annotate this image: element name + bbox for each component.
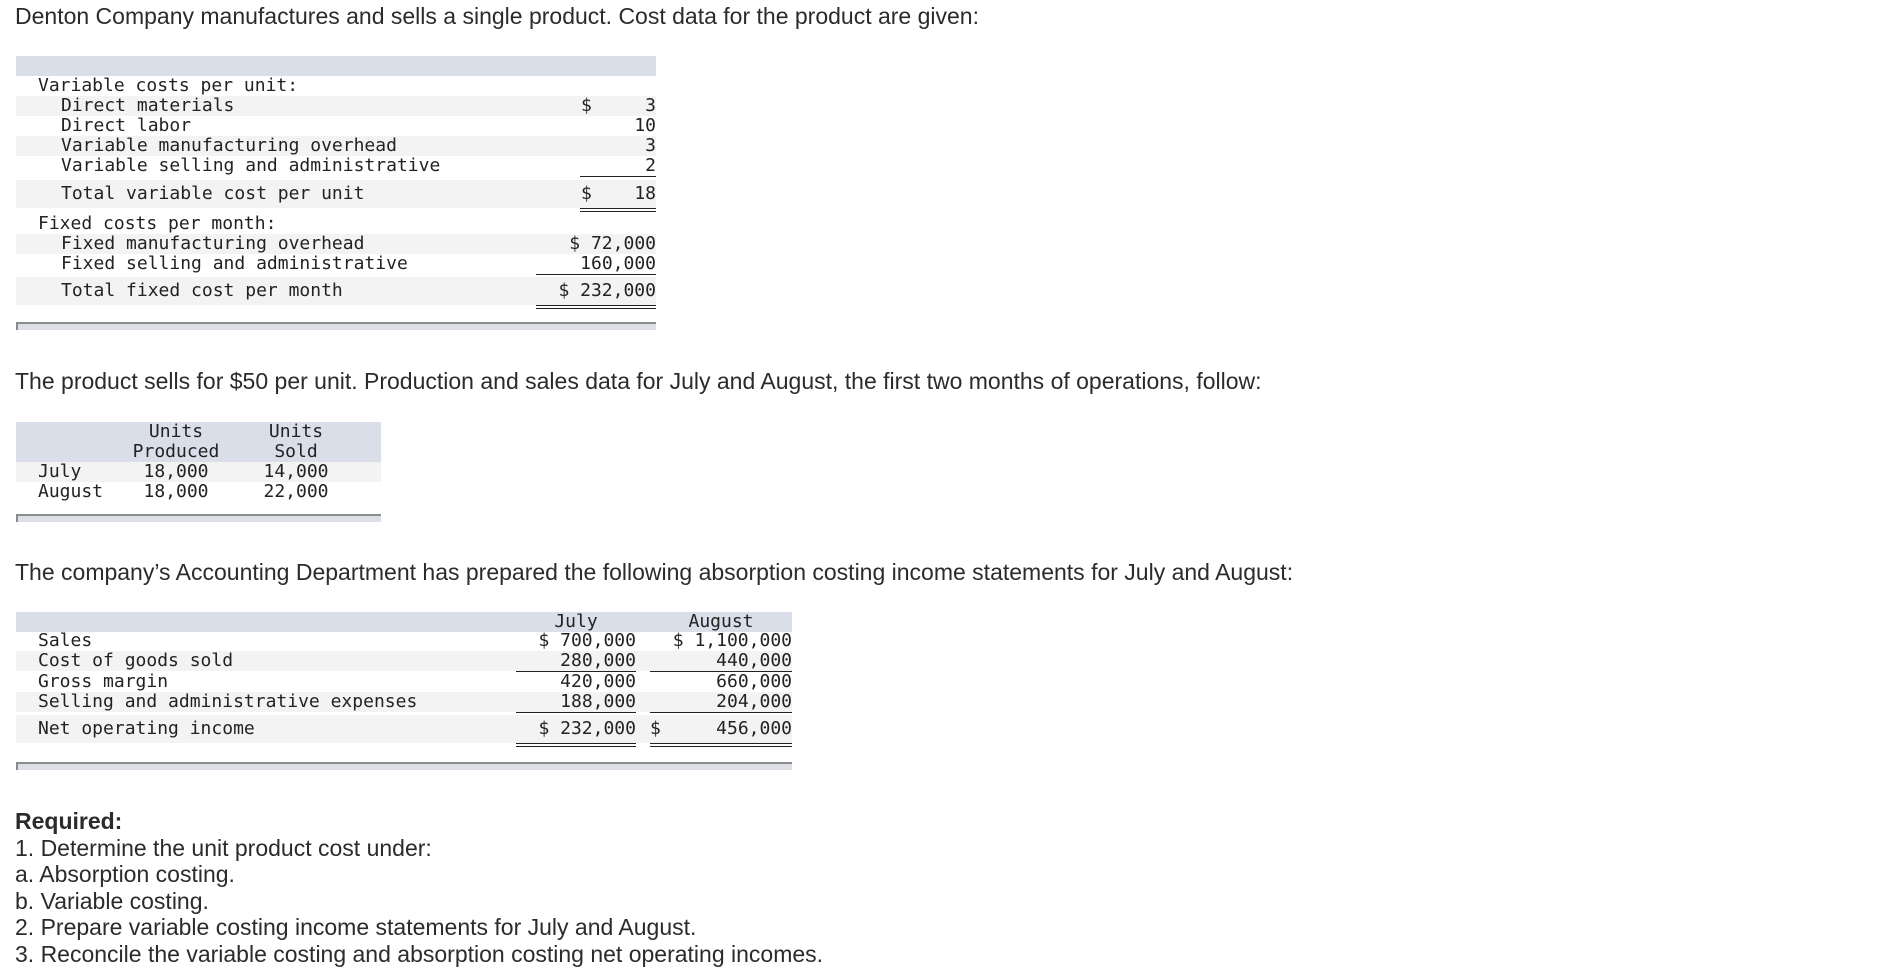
units-produced: 18,000 bbox=[143, 461, 209, 482]
subtotal-rule bbox=[580, 176, 656, 177]
subtotal-rule bbox=[650, 712, 792, 713]
subtotal-rule bbox=[536, 274, 656, 275]
july-value: $ 232,000 bbox=[538, 718, 636, 739]
table-row bbox=[16, 96, 656, 116]
dollar-sign: $ bbox=[650, 718, 661, 739]
statement-intro-text: The company’s Accounting Department has prepared the following absorption costing income statements for July and August: bbox=[15, 559, 1294, 585]
row-label: Selling and administrative expenses bbox=[38, 691, 418, 712]
table-row bbox=[16, 482, 381, 502]
table-row bbox=[16, 214, 656, 234]
column-header: Produced bbox=[132, 441, 220, 462]
table-row bbox=[16, 651, 792, 671]
value-cell: 3 bbox=[645, 135, 656, 156]
table-row bbox=[16, 462, 381, 482]
table-row bbox=[16, 156, 656, 176]
row-label: Cost of goods sold bbox=[38, 650, 234, 671]
income-statement-table bbox=[16, 612, 792, 774]
row-label: Gross margin bbox=[38, 671, 169, 692]
month-label: August bbox=[38, 481, 104, 502]
table-row bbox=[16, 254, 656, 274]
required-item: 2. Prepare variable costing income statements for July and August. bbox=[15, 914, 697, 940]
table-header-row bbox=[16, 612, 792, 632]
table-row bbox=[16, 277, 656, 305]
july-value: $ 700,000 bbox=[538, 630, 636, 651]
table-row bbox=[16, 631, 792, 651]
august-value: 440,000 bbox=[716, 650, 792, 671]
total-double-rule bbox=[516, 743, 636, 747]
august-value: 660,000 bbox=[716, 671, 792, 692]
intro-text: Denton Company manufactures and sells a single product. Cost data for the product are given: bbox=[15, 3, 979, 29]
units-produced: 18,000 bbox=[143, 481, 209, 502]
row-label: Direct materials bbox=[61, 95, 235, 116]
table-row bbox=[16, 180, 656, 208]
value-cell: 160,000 bbox=[580, 253, 656, 274]
row-label: Sales bbox=[38, 630, 93, 651]
required-item: b. Variable costing. bbox=[15, 888, 209, 914]
row-label: Variable manufacturing overhead bbox=[61, 135, 397, 156]
table-footer-bar bbox=[16, 762, 792, 770]
units-sold: 14,000 bbox=[263, 461, 329, 482]
row-label: Total fixed cost per month bbox=[61, 280, 343, 301]
value-cell: 2 bbox=[645, 155, 656, 176]
required-item: 1. Determine the unit product cost under: bbox=[15, 835, 432, 861]
value-cell: $ 232,000 bbox=[558, 280, 656, 301]
july-value: 188,000 bbox=[560, 691, 636, 712]
column-header-august: August bbox=[688, 611, 754, 632]
table-header-row bbox=[16, 422, 381, 442]
row-label: Fixed selling and administrative bbox=[61, 253, 408, 274]
sales-intro-text: The product sells for $50 per unit. Production and sales data for July and August, the first two months of operations, follow: bbox=[15, 368, 1262, 394]
month-label: July bbox=[38, 461, 82, 482]
row-label: Net operating income bbox=[38, 718, 255, 739]
required-heading bbox=[15, 808, 122, 835]
value-cell: 18 bbox=[634, 183, 656, 204]
table-header-band bbox=[16, 56, 656, 76]
production-sales-table bbox=[16, 422, 381, 526]
value-cell: 3 bbox=[645, 95, 656, 116]
table-footer-bar bbox=[16, 514, 381, 522]
value-cell: $ 72,000 bbox=[569, 233, 656, 254]
column-header-july: July bbox=[554, 611, 598, 632]
total-double-rule bbox=[580, 208, 656, 212]
row-label: Fixed manufacturing overhead bbox=[61, 233, 365, 254]
table-row bbox=[16, 234, 656, 254]
table-row bbox=[16, 715, 792, 743]
row-label: Variable selling and administrative bbox=[61, 155, 441, 176]
dollar-sign: $ bbox=[581, 95, 592, 116]
august-value: $ 1,100,000 bbox=[672, 630, 792, 651]
table-row bbox=[16, 672, 792, 692]
row-label: Total variable cost per unit bbox=[61, 183, 365, 204]
july-value: 420,000 bbox=[560, 671, 636, 692]
table-row bbox=[16, 692, 792, 712]
total-double-rule bbox=[536, 305, 656, 309]
table-row bbox=[16, 76, 656, 96]
cost-data-table bbox=[16, 56, 656, 336]
fixed-costs-heading: Fixed costs per month: bbox=[38, 213, 277, 234]
july-value: 280,000 bbox=[560, 650, 636, 671]
august-value: 204,000 bbox=[716, 691, 792, 712]
dollar-sign: $ bbox=[581, 183, 592, 204]
table-row bbox=[16, 136, 656, 156]
required-item: 3. Reconcile the variable costing and absorption costing net operating incomes. bbox=[15, 941, 824, 967]
table-row bbox=[16, 116, 656, 136]
units-sold: 22,000 bbox=[263, 481, 329, 502]
value-cell: 10 bbox=[634, 115, 656, 136]
subtotal-rule bbox=[516, 712, 636, 713]
column-header: Units bbox=[148, 421, 204, 442]
august-value: 456,000 bbox=[716, 718, 792, 739]
row-label: Direct labor bbox=[61, 115, 192, 136]
table-header-row bbox=[16, 442, 381, 462]
required-heading-text: Required: bbox=[15, 808, 123, 834]
total-double-rule bbox=[650, 743, 792, 747]
table-footer-bar bbox=[16, 322, 656, 330]
column-header: Sold bbox=[274, 441, 318, 462]
column-header: Units bbox=[268, 421, 324, 442]
required-item: a. Absorption costing. bbox=[15, 861, 235, 887]
variable-costs-heading: Variable costs per unit: bbox=[38, 75, 299, 96]
